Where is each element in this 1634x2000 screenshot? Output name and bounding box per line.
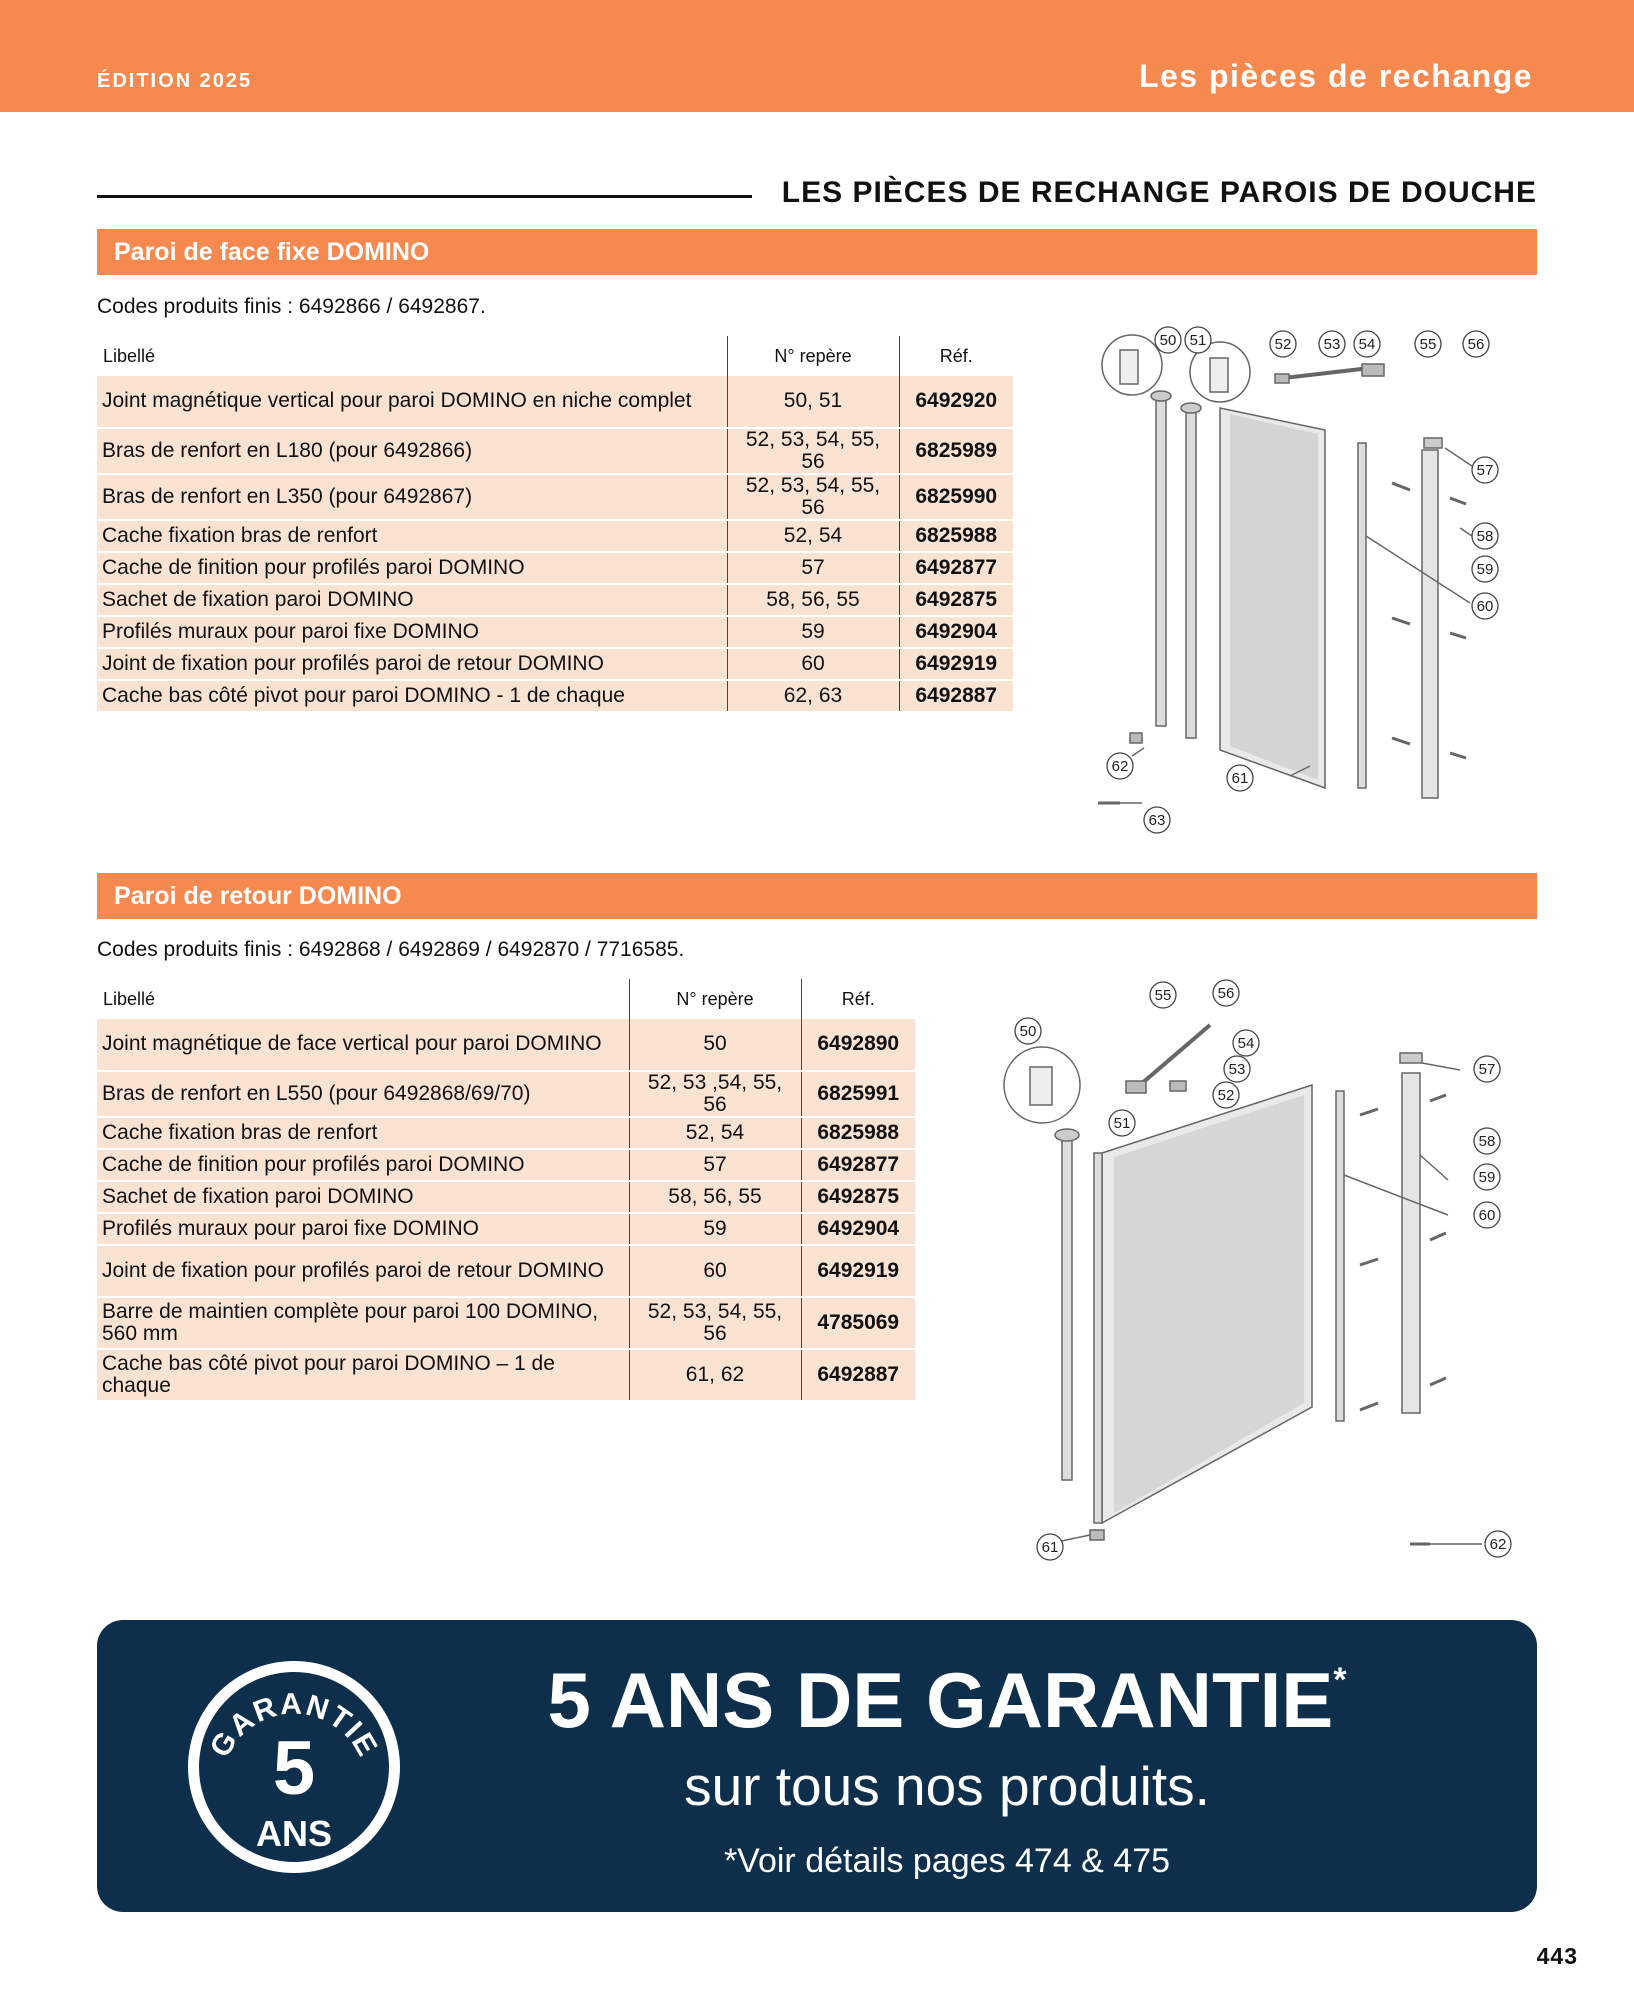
row-ref: 6825989 [899,428,1013,474]
section1-table [97,336,1013,713]
rail-left [1062,1135,1072,1480]
callout-label: 59 [1478,1169,1496,1186]
callout-label: 52 [1217,1087,1235,1104]
callout-label: 55 [1419,336,1437,353]
table-row [97,376,1013,428]
row-number: 60 [727,648,899,680]
side-profile [1358,443,1366,788]
row-number: 62, 63 [727,680,899,712]
row-label: Barre de maintien complète pour paroi 100 DOMINO, 560 mm [97,1297,629,1349]
row-number: 52, 53 ,54, 55, 56 [629,1071,801,1117]
row-label: Sachet de fixation paroi DOMINO [97,584,727,616]
row-number: 60 [629,1245,801,1297]
callout-label: 61 [1231,770,1249,787]
support-arm [1284,368,1370,378]
callout-label: 53 [1228,1061,1246,1078]
table-row [97,1213,915,1245]
col-label: Libellé [103,345,156,366]
callout-label: 55 [1154,987,1172,1004]
table-row [97,648,1013,680]
wall-profile [1402,1073,1420,1413]
row-label: Cache bas côté pivot pour paroi DOMINO - 1 de chaque [97,680,727,712]
callout-label: 62 [1489,1536,1507,1553]
callout-label: 60 [1478,1207,1496,1224]
table-row [97,1071,915,1117]
row-number: 61, 62 [629,1349,801,1401]
side-profile [1336,1091,1344,1421]
banner-title: 5 ANS DE GARANTIE* [547,1656,1347,1744]
row-ref: 6492904 [801,1213,915,1245]
table-row [97,1297,915,1349]
table-row [97,552,1013,584]
section2-codes: Codes produits finis : 6492868 / 6492869 / 6492870 / 7716585. [97,938,685,961]
table-row [97,1181,915,1213]
badge-number: 5 [272,1726,316,1811]
row-number: 57 [629,1149,801,1181]
callout-label: 52 [1274,336,1292,353]
row-ref: 6492875 [801,1181,915,1213]
section2-table [97,979,915,1402]
col-number: N° repère [727,336,899,376]
row-label: Bras de renfort en L350 (pour 6492867) [97,474,727,520]
row-ref: 6492875 [899,584,1013,616]
badge-top-text: GARANTIE [203,1687,385,1764]
col-label: Libellé [103,988,156,1009]
row-ref: 4785069 [801,1297,915,1349]
row-ref: 6492877 [899,552,1013,584]
section1-title: Paroi de face fixe DOMINO [97,229,1537,275]
callout-label: 50 [1159,332,1177,349]
table-row [97,428,1013,474]
table-row [97,616,1013,648]
row-label: Profilés muraux pour paroi fixe DOMINO [97,1213,629,1245]
row-label: Joint magnétique vertical pour paroi DOMINO en niche complet [97,376,727,428]
row-label: Bras de renfort en L550 (pour 6492868/69/70) [97,1071,629,1117]
row-number: 52, 53, 54, 55, 56 [629,1297,801,1349]
callout-label: 51 [1189,332,1207,349]
row-number: 50, 51 [727,376,899,428]
header-bar [0,0,1634,112]
table-row [97,474,1013,520]
banner-subtitle: sur tous nos produits. [684,1755,1210,1817]
row-ref: 6492920 [899,376,1013,428]
section2-title: Paroi de retour DOMINO [97,873,1537,919]
row-number: 52, 54 [727,520,899,552]
row-ref: 6492919 [801,1245,915,1297]
row-label: Bras de renfort en L180 (pour 6492866) [97,428,727,474]
profile-detail [1030,1067,1052,1105]
row-ref: 6825991 [801,1071,915,1117]
row-number: 58, 56, 55 [727,584,899,616]
banner-note: *Voir détails pages 474 & 475 [723,1842,1171,1880]
page-number: 443 [1536,1943,1578,1969]
profile-detail [1120,350,1138,384]
row-label: Profilés muraux pour paroi fixe DOMINO [97,616,727,648]
row-number: 52, 54 [629,1117,801,1149]
section1-codes: Codes produits finis : 6492866 / 6492867. [97,295,486,318]
row-label: Cache fixation bras de renfort [97,1117,629,1149]
guarantee-badge [183,1656,405,1878]
profile-detail [1210,358,1228,392]
row-number: 57 [727,552,899,584]
row-ref: 6825988 [899,520,1013,552]
row-label: Cache de finition pour profilés paroi DOMINO [97,552,727,584]
row-label: Joint de fixation pour profilés paroi de retour DOMINO [97,1245,629,1297]
table-row [97,1019,915,1071]
section-title: Les pièces de rechange [1138,58,1533,94]
table-row [97,1245,915,1297]
callout-label: 58 [1476,528,1494,545]
row-ref: 6825990 [899,474,1013,520]
edition-label: ÉDITION 2025 [97,70,253,92]
callout-label: 51 [1113,1115,1131,1132]
row-number: 52, 53, 54, 55, 56 [727,474,899,520]
table-row [97,680,1013,712]
wall-profile [1422,450,1438,798]
callout-label: 56 [1217,985,1235,1002]
col-ref: Réf. [899,336,1013,376]
section1-diagram [1080,318,1520,843]
callout-label: 59 [1476,561,1494,578]
row-ref: 6825988 [801,1117,915,1149]
callout-label: 61 [1041,1539,1059,1556]
support-arm [1140,1025,1210,1085]
row-number: 59 [727,616,899,648]
row-label: Sachet de fixation paroi DOMINO [97,1181,629,1213]
callout-label: 53 [1323,336,1341,353]
rail-left [1156,396,1166,726]
row-ref: 6492919 [899,648,1013,680]
row-ref: 6492887 [801,1349,915,1401]
row-label: Cache fixation bras de renfort [97,520,727,552]
row-ref: 6492877 [801,1149,915,1181]
callout-label: 54 [1237,1035,1255,1052]
table-row [97,584,1013,616]
callout-label: 56 [1467,336,1485,353]
table-row [97,520,1013,552]
rail-mid [1186,408,1196,738]
row-number: 52, 53, 54, 55, 56 [727,428,899,474]
table-row [97,1149,915,1181]
section2-diagram [990,975,1520,1575]
row-number: 59 [629,1213,801,1245]
col-ref: Réf. [801,979,915,1019]
page-heading: LES PIÈCES DE RECHANGE PAROIS DE DOUCHE [781,176,1537,209]
callout-label: 62 [1111,758,1129,775]
banner-asterisk: * [1333,1661,1347,1699]
callout-label: 50 [1019,1023,1037,1040]
row-ref: 6492904 [899,616,1013,648]
row-ref: 6492890 [801,1019,915,1071]
row-number: 50 [629,1019,801,1071]
badge-bottom-text: ANS [255,1813,333,1854]
callout-label: 58 [1478,1133,1496,1150]
heading-rule [97,195,752,198]
row-number: 58, 56, 55 [629,1181,801,1213]
col-number: N° repère [629,979,801,1019]
guarantee-banner [97,1620,1537,1912]
callout-label: 57 [1476,462,1494,479]
row-label: Joint magnétique de face vertical pour paroi DOMINO [97,1019,629,1071]
row-label: Joint de fixation pour profilés paroi de retour DOMINO [97,648,727,680]
callout-label: 57 [1478,1061,1496,1078]
table-row [97,1349,915,1401]
row-label: Cache bas côté pivot pour paroi DOMINO – 1 de chaque [97,1349,629,1401]
table-row [97,1117,915,1149]
callout-label: 54 [1358,336,1376,353]
callout-label: 60 [1476,598,1494,615]
row-label: Cache de finition pour profilés paroi DOMINO [97,1149,629,1181]
callout-label: 63 [1148,812,1166,829]
row-ref: 6492887 [899,680,1013,712]
